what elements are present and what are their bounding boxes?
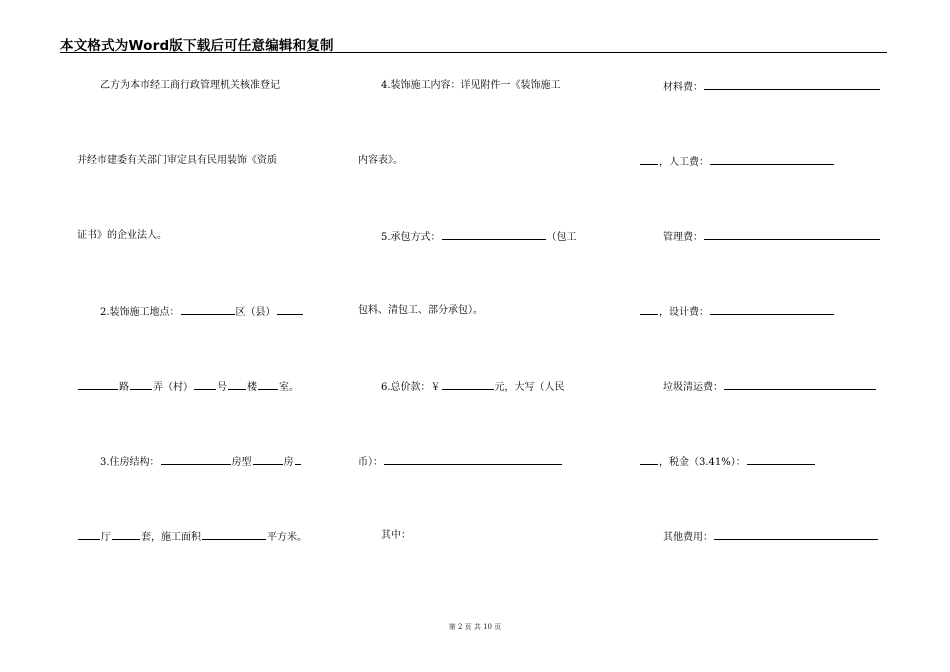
text-line: 并经市建委有关部门审定具有民用装饰《资质: [77, 155, 277, 166]
label: 3.住房结构：: [100, 457, 160, 468]
text-line: [639, 154, 835, 170]
text-line: 其中：: [381, 530, 411, 541]
blank-field[interactable]: [714, 529, 878, 540]
label: 区（县）: [235, 307, 276, 318]
blank-field[interactable]: [258, 379, 278, 390]
blank-field[interactable]: [384, 454, 562, 465]
label: 币）：: [358, 457, 383, 468]
blank-field[interactable]: [295, 454, 301, 465]
label: 房: [283, 457, 294, 468]
blank-field[interactable]: [704, 229, 880, 240]
label: 室。: [279, 382, 299, 393]
text-line: 4.装饰施工内容：详见附件一《装饰施工: [381, 80, 561, 91]
label: 房型: [231, 457, 252, 468]
blank-field[interactable]: [78, 379, 118, 390]
blank-field[interactable]: [442, 379, 494, 390]
label: 6.总价款：￥: [381, 382, 441, 393]
text-line: [639, 454, 816, 470]
blank-field[interactable]: [277, 304, 303, 315]
blank-field[interactable]: [161, 454, 231, 465]
text-line: [663, 79, 881, 95]
label: 号: [217, 382, 227, 393]
text-line: [639, 304, 835, 320]
label: （包工: [546, 232, 577, 243]
text-line: [100, 304, 304, 320]
blank-field[interactable]: [704, 79, 880, 90]
text-line: [77, 379, 299, 395]
blank-field[interactable]: [181, 304, 235, 315]
blank-field[interactable]: [640, 304, 658, 315]
label: 垃圾清运费：: [663, 382, 723, 393]
text-line: 包料、清包工、部分承包）。: [358, 305, 483, 316]
text-line: 乙方为本市经工商行政管理机关核准登记: [100, 80, 280, 91]
blank-field[interactable]: [253, 454, 283, 465]
label: 路: [119, 382, 129, 393]
header-divider: [60, 52, 887, 53]
blank-field[interactable]: [747, 454, 815, 465]
label: 管理费：: [663, 232, 703, 243]
blank-field[interactable]: [724, 379, 876, 390]
blank-field[interactable]: [228, 379, 246, 390]
text-line: 内容表》。: [358, 155, 403, 166]
blank-field[interactable]: [710, 304, 834, 315]
label: ，设计费：: [659, 307, 709, 318]
text-line: [663, 229, 881, 245]
label: 楼: [247, 382, 257, 393]
page-header-title: 本文格式为Word版下载后可任意编辑和复制: [60, 38, 334, 54]
label: ，税金（3.41%）：: [659, 457, 746, 468]
label: 元，大写（人民: [494, 382, 565, 393]
text-line: [663, 529, 879, 545]
label: 5.承包方式：: [381, 232, 441, 243]
label: 弄（村）: [153, 382, 193, 393]
label: 平方米。: [267, 532, 307, 543]
blank-field[interactable]: [640, 154, 658, 165]
blank-field[interactable]: [710, 154, 834, 165]
text-line: 证书》的企业法人。: [77, 230, 167, 241]
label: 其他费用：: [663, 532, 713, 543]
label: 2.装饰施工地点：: [100, 307, 180, 318]
blank-field[interactable]: [202, 529, 266, 540]
blank-field[interactable]: [130, 379, 152, 390]
text-line: [663, 379, 877, 395]
text-line: [358, 454, 563, 470]
blank-field[interactable]: [442, 229, 546, 240]
blank-field[interactable]: [112, 529, 140, 540]
blank-field[interactable]: [640, 454, 658, 465]
text-line: [381, 229, 577, 245]
label: 材料费：: [663, 82, 703, 93]
label: ，人工费：: [659, 157, 709, 168]
label: 厅: [101, 532, 111, 543]
text-line: [381, 379, 565, 395]
label: 套，施工面积: [141, 532, 201, 543]
text-line: [77, 529, 307, 545]
blank-field[interactable]: [194, 379, 216, 390]
page-number-footer: 第 2 页 共 10 页: [448, 623, 502, 631]
blank-field[interactable]: [78, 529, 100, 540]
text-line: [100, 454, 302, 470]
